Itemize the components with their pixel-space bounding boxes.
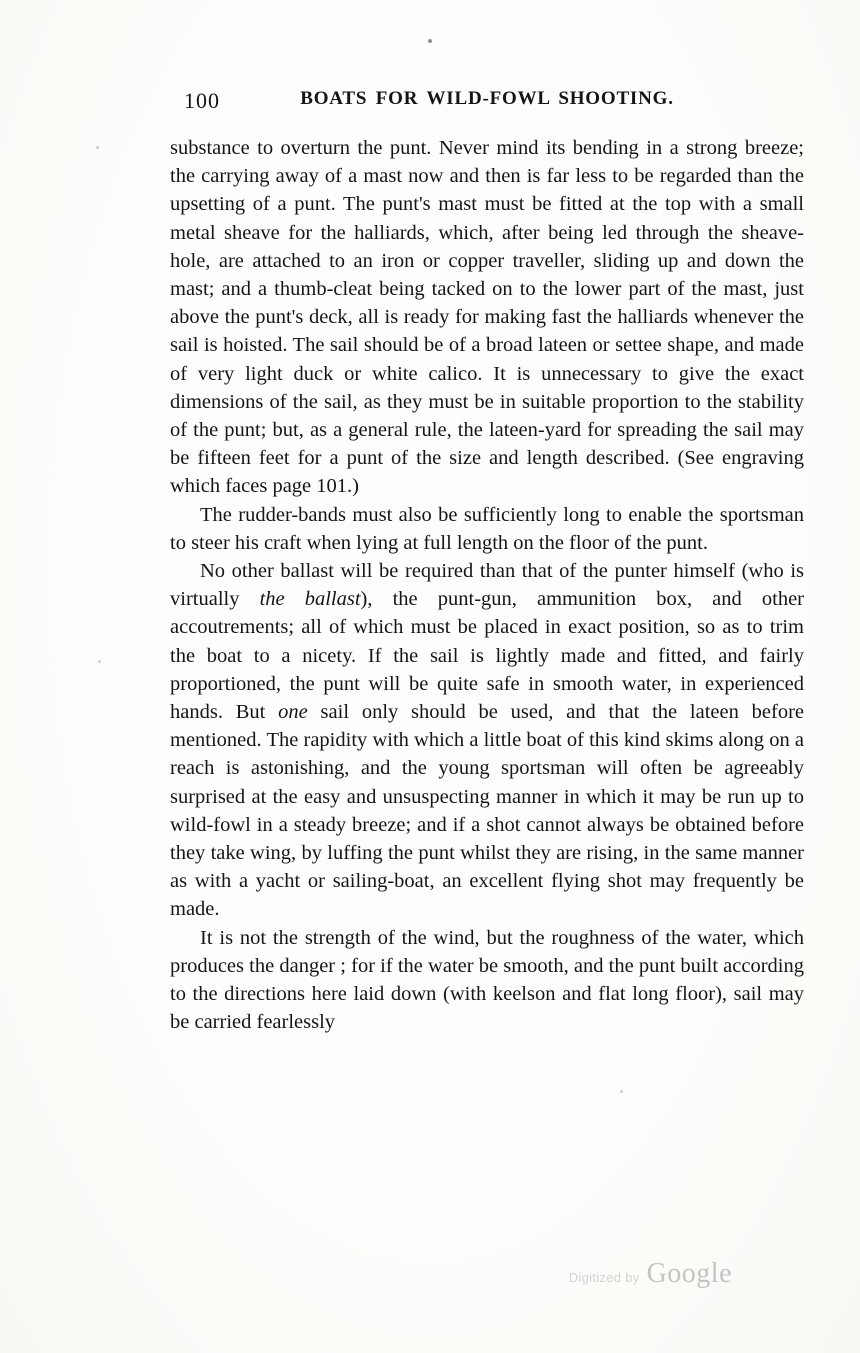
running-title: BOATS FOR WILD-FOWL SHOOTING. <box>300 88 674 109</box>
paragraph <box>170 501 804 557</box>
text-run: sail only should be used, and that the lateen before mentioned. The rapidity with which a little boat of this kind skims along on a reach is astonishing, and the young sportsman will often be agreeably surprised at the easy and unsuspecting manner in which it may be run up to wild-fowl in a steady breeze; and if a shot cannot always be obtained before they take wing, by luffing the punt whilst they are rising, in the same manner as with a yacht or sailing-boat, an excellent flying shot may frequently be made. <box>170 701 804 921</box>
watermark-text: Digitized by <box>568 1270 640 1285</box>
text-run: ), the punt-gun, ammunition box, and other accoutrements; all of which must be placed in exact position, so as to trim the boat to a nicety. If the sail is lightly made and fitted, and fairly proportioned, the punt will be quite safe in smooth water, in experienced hands. But <box>170 588 804 724</box>
text-run: It is not the strength of the wind, but the roughness of the water, which produces the danger ; for if the water be smooth, and the punt built according to the directions here laid down (with keelson and flat long floor), sail may be carried fearlessly <box>170 926 804 1034</box>
text-run: The rudder-bands must also be sufficiently long to enable the sportsman to steer his craft when lying at full length on the floor of the punt. <box>170 503 804 554</box>
google-watermark <box>569 1258 732 1290</box>
page-number: 100 <box>184 88 220 113</box>
italic-run: the ballast <box>259 588 361 611</box>
text-run: substance to overturn the punt. Never mind its bending in a strong breeze; the carrying away of a mast now and then is far less to be regarded than the upsetting of a punt. The punt's mast must be fitted at the top with a small metal sheave for the halliards, which, after being led through the sheave-hole, are attached to an iron or copper traveller, sliding up and down the mast; and a thumb-cleat being tacked on to the lower part of the mast, just above the punt's deck, all is ready for making fast the halliards whenever the sail is hoisted. The sail should be of a broad lateen or settee shape, and made of very light duck or white calico. It is unnecessary to give the exact dimensions of the sail, as they must be in suitable proportion to the stability of the punt; but, as a general rule, the lateen-yard for spreading the sail may be fifteen feet for a punt of the size and length described. (See engraving which faces page 101.) <box>170 137 804 498</box>
page-header <box>170 88 804 113</box>
paragraph <box>170 557 804 924</box>
paragraph <box>170 924 804 1037</box>
scan-speck <box>620 1090 623 1093</box>
google-logo: Google <box>646 1258 732 1289</box>
paragraph <box>170 134 804 501</box>
scan-speck <box>96 146 99 149</box>
italic-run: one <box>278 701 308 724</box>
scan-speck <box>98 660 101 663</box>
scan-speck <box>428 39 432 43</box>
text-run: No other ballast will be required than that of the punter himself (who is virtually <box>170 560 804 611</box>
page-body <box>170 134 804 1037</box>
